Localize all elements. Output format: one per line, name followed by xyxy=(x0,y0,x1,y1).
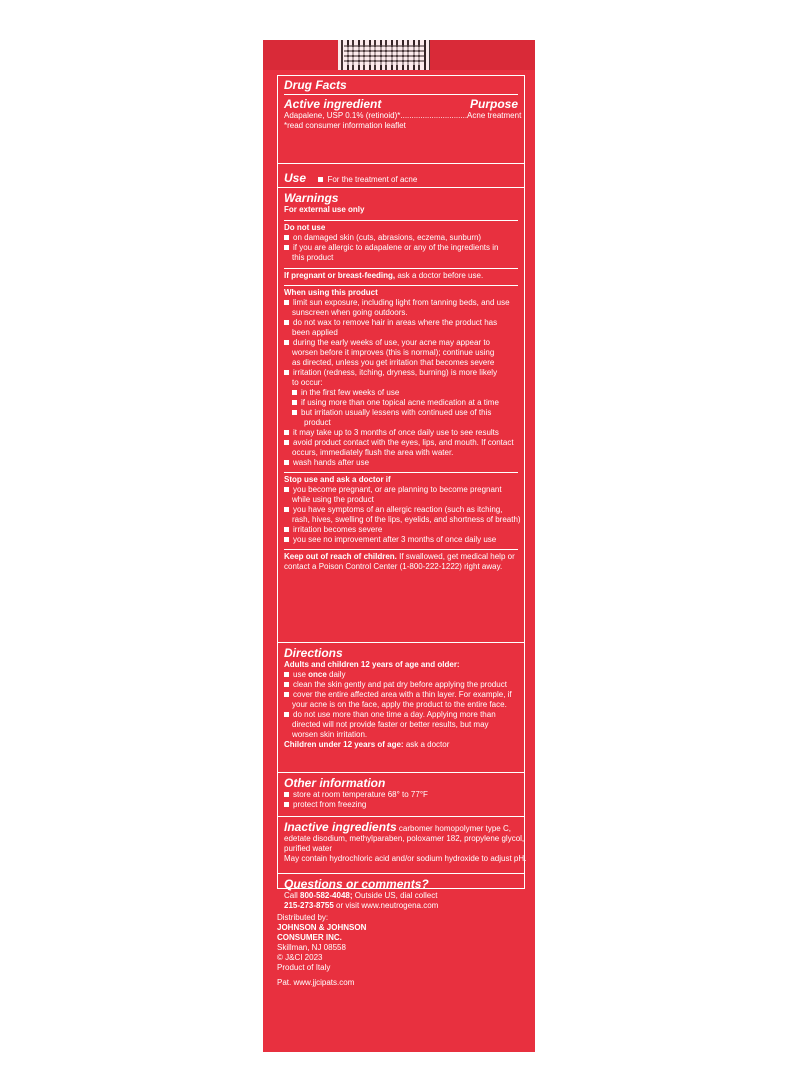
directions-adults: Adults and children 12 years of age and older: xyxy=(284,660,460,669)
barcode-icon xyxy=(338,40,430,70)
directions-item: do not use more than one time a day. Applying more than xyxy=(293,710,496,719)
when-using-item-cont: as directed, unless you get irritation that becomes severe xyxy=(292,358,495,367)
do-not-use-item: if you are allergic to adapalene or any of the ingredients in xyxy=(293,243,499,252)
company-name-2: CONSUMER INC. xyxy=(277,933,342,942)
directions-heading: Directions xyxy=(284,646,343,660)
use-heading: Use xyxy=(284,171,307,185)
other-info-heading: Other information xyxy=(284,776,386,790)
when-using-item: avoid product contact with the eyes, lips, and mouth. If contact xyxy=(293,438,514,447)
drug-facts-section xyxy=(278,76,524,164)
other-info-item: protect from freezing xyxy=(293,800,367,809)
stop-use-item-cont: rash, hives, swelling of the lips, eyelids, and shortness of breath) xyxy=(292,515,521,524)
active-ingredient-heading: Active ingredient xyxy=(284,97,382,111)
external-use: For external use only xyxy=(284,205,365,214)
children-bold: Children under 12 years of age: xyxy=(284,740,404,749)
product-box-back xyxy=(263,40,535,1052)
directions-item-cont: directed will not provide faster or better results, but may xyxy=(292,720,489,729)
when-using-item: irritation (redness, itching, dryness, burning) is more likely xyxy=(293,368,498,377)
phone-2: 215-273-8755 xyxy=(284,901,334,910)
pregnant-text: ask a doctor before use. xyxy=(395,271,484,280)
inactive-ingredients-section xyxy=(278,817,527,874)
do-not-use-item-cont: this product xyxy=(292,253,334,262)
children-text: ask a doctor xyxy=(403,740,450,749)
footnote: *read consumer information leaflet xyxy=(284,121,406,130)
when-using-item-cont: worsen before it improves (this is normal); continue using xyxy=(292,348,495,357)
when-using-item: during the early weeks of use, your acne may appear to xyxy=(293,338,490,347)
keep-out-text-2: contact a Poison Control Center (1-800-222-1222) right away. xyxy=(284,562,503,571)
stop-use-item: you have symptoms of an allergic reaction (such as itching, xyxy=(293,505,503,514)
origin: Product of Italy xyxy=(277,963,331,972)
keep-out-text: If swallowed, get medical help or xyxy=(396,552,515,561)
company-name-1: JOHNSON & JOHNSON xyxy=(277,923,367,932)
distributed-by-label: Distributed by: xyxy=(277,913,329,922)
inactive-line-2: edetate disodium, methylparaben, poloxamer 182, propylene glycol, xyxy=(284,834,525,843)
questions-heading: Questions or comments? xyxy=(284,877,429,891)
when-using-item-cont: to occur: xyxy=(292,378,323,387)
ingredient-line: Adapalene, USP 0.1% (retinoid)*..............................Acne treatment xyxy=(284,111,522,120)
patent-link: Pat. www.jjcipats.com xyxy=(277,978,355,987)
warnings-section xyxy=(278,188,524,643)
stop-use-item-cont: while using the product xyxy=(292,495,374,504)
keep-out-bold: Keep out of reach of children. xyxy=(284,552,397,561)
when-using-heading: When using this product xyxy=(284,288,378,297)
directions-item-cont: worsen skin irritation. xyxy=(292,730,368,739)
drug-facts-panel xyxy=(277,75,527,910)
stop-use-item: you see no improvement after 3 months of once daily use xyxy=(293,535,497,544)
when-using-item: limit sun exposure, including light from tanning beds, and use xyxy=(293,298,510,307)
when-using-item-cont: sunscreen when going outdoors. xyxy=(292,308,408,317)
warnings-heading: Warnings xyxy=(284,191,339,205)
copyright: © J&CI 2023 xyxy=(277,953,323,962)
do-not-use-heading: Do not use xyxy=(284,223,326,232)
when-using-subitem: but irritation usually lessens with continued use of this xyxy=(301,408,492,417)
stop-use-heading: Stop use and ask a doctor if xyxy=(284,475,391,484)
use-once-bold: once xyxy=(308,670,327,679)
questions-section xyxy=(278,874,524,914)
inactive-heading: Inactive ingredients xyxy=(284,820,397,834)
outside-us-text: Outside US, dial collect xyxy=(352,891,438,900)
when-using-item-cont: been applied xyxy=(292,328,338,337)
use-once-pre: use xyxy=(293,670,309,679)
purpose-heading: Purpose xyxy=(469,97,518,111)
when-using-subitem: in the first few weeks of use xyxy=(301,388,400,397)
distributor-block xyxy=(277,913,366,988)
do-not-use-item: on damaged skin (cuts, abrasions, eczema, sunburn) xyxy=(293,233,482,242)
call-text: Call xyxy=(284,891,301,900)
inactive-line-3: purified water xyxy=(284,844,333,853)
pregnant-bold: If pregnant or breast-feeding, xyxy=(284,271,396,280)
use-section xyxy=(278,164,524,188)
when-using-item: it may take up to 3 months of once daily use to see results xyxy=(293,428,499,437)
inactive-line-4: May contain hydrochloric acid and/or sodium hydroxide to adjust pH. xyxy=(284,854,527,863)
when-using-item: wash hands after use xyxy=(293,458,370,467)
directions-item: clean the skin gently and pat dry before applying the product xyxy=(293,680,507,689)
visit-text: or visit www.neutrogena.com xyxy=(333,901,439,910)
phone-1: 800-582-4048; xyxy=(300,891,353,900)
when-using-subitem: if using more than one topical acne medication at a time xyxy=(301,398,499,407)
inactive-line-1: carbomer homopolymer type C, xyxy=(396,824,511,833)
when-using-subitem-cont: product xyxy=(304,418,331,427)
when-using-item: do not wax to remove hair in areas where the product has xyxy=(293,318,498,327)
address: Skillman, NJ 08558 xyxy=(277,943,346,952)
drug-facts-title: Drug Facts xyxy=(284,78,347,92)
other-information-section xyxy=(278,773,524,817)
stop-use-item: you become pregnant, or are planning to become pregnant xyxy=(293,485,502,494)
other-info-item: store at room temperature 68° to 77°F xyxy=(293,790,428,799)
stop-use-item: irritation becomes severe xyxy=(293,525,383,534)
when-using-item-cont: occurs, immediately flush the area with water. xyxy=(292,448,454,457)
use-once-post: daily xyxy=(326,670,346,679)
directions-section xyxy=(278,643,524,773)
directions-item-cont: your acne is on the face, apply the product to the entire face. xyxy=(292,700,507,709)
use-text: For the treatment of acne xyxy=(327,175,418,184)
directions-item: cover the entire affected area with a thin layer. For example, if xyxy=(293,690,512,699)
